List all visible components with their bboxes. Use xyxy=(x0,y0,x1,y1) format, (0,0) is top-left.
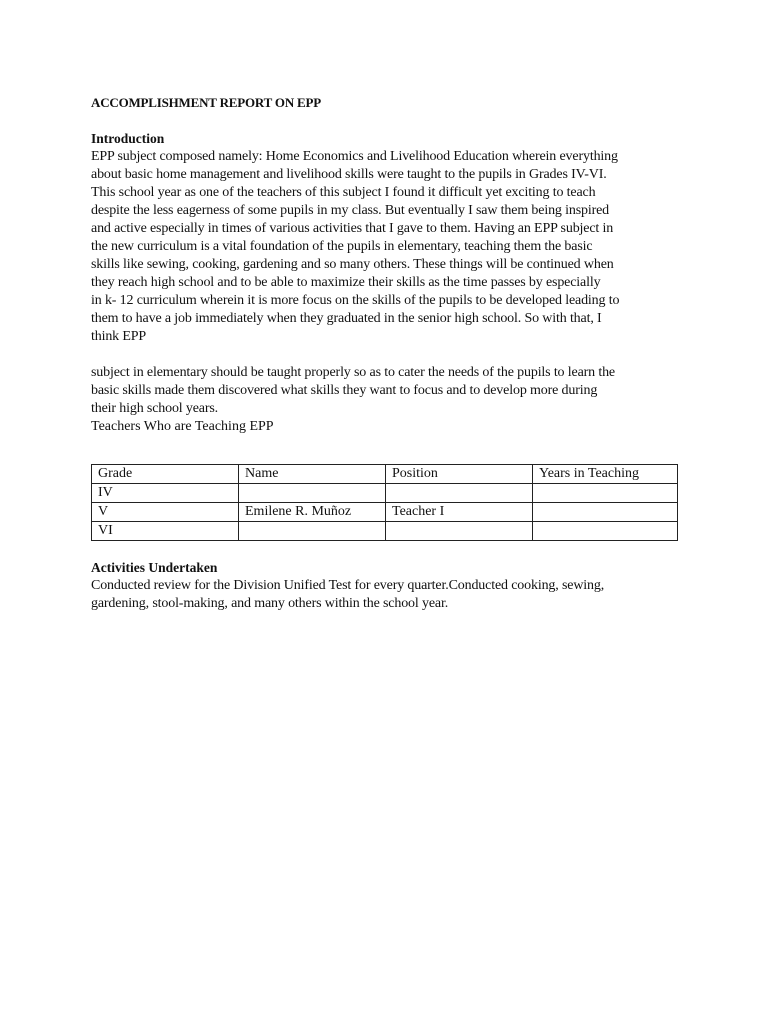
table-cell xyxy=(386,522,533,541)
table-cell xyxy=(533,503,678,522)
table-cell xyxy=(239,484,386,503)
table-cell xyxy=(533,522,678,541)
table-header-cell: Position xyxy=(386,465,533,484)
table-cell: VI xyxy=(92,522,239,541)
table-header-cell: Years in Teaching xyxy=(533,465,678,484)
teachers-label: Teachers Who are Teaching EPP xyxy=(91,419,274,434)
introduction-heading: Introduction xyxy=(91,131,165,146)
table-cell: Teacher I xyxy=(386,503,533,522)
table-row xyxy=(92,503,678,522)
introduction-paragraph-2: subject in elementary should be taught properly so as to cater the needs of the pupils to learn the basic skills made them discovered what skills they want to focus and to develop more during their high school years. xyxy=(91,365,615,416)
activities-heading: Activities Undertaken xyxy=(91,560,218,575)
table-header-cell: Name xyxy=(239,465,386,484)
activities-text: Conducted review for the Division Unified Test for every quarter.Conducted cooking, sewing, gardening, stool-making, and many others within the school year. xyxy=(91,578,605,611)
table-header-cell: Grade xyxy=(92,465,239,484)
document-title: ACCOMPLISHMENT REPORT ON EPP xyxy=(91,95,322,110)
teachers-table xyxy=(91,464,678,541)
table-cell: V xyxy=(92,503,239,522)
table-header-row xyxy=(92,465,678,484)
introduction-paragraph-1: EPP subject composed namely: Home Economics and Livelihood Education wherein everything about basic home management and livelihood skills were taught to the pupils in Grades IV-VI. This school year as one of the teachers of this subject I found it difficult yet exciting to teach despite the less eagerness of some pupils in my class. But eventually I saw them being inspired and active especially in times of various activities that I gave to them. Having an EPP subject in the new curriculum is a vital foundation of the pupils in elementary, teaching them the basic skills like sewing, cooking, gardening and so many others. These things will be continued when they reach high school and to be able to maximize their skills as the time passes by especially in k- 12 curriculum wherein it is more focus on the skills of the pupils to be developed leading to them to have a job immediately when they graduated in the senior high school. So with that, I think EPP xyxy=(91,149,620,344)
table-cell: Emilene R. Muñoz xyxy=(239,503,386,522)
document-content xyxy=(91,94,691,613)
table-row xyxy=(92,522,678,541)
table-cell xyxy=(386,484,533,503)
table-cell: IV xyxy=(92,484,239,503)
table-row xyxy=(92,484,678,503)
table-cell xyxy=(533,484,678,503)
table-cell xyxy=(239,522,386,541)
